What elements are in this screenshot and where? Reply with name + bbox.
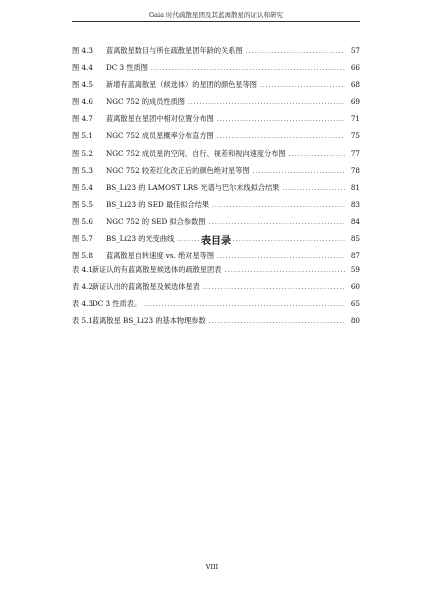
table-entry[interactable] — [72, 265, 360, 282]
figure-entry[interactable] — [72, 46, 360, 63]
figure-entry-page: 81 — [350, 182, 360, 192]
table-entry-title: 新证认出的蓝离散星及候选体星表 — [92, 282, 200, 292]
table-list — [72, 265, 360, 333]
figure-entry-title: 蓝离散星自转速度 vs. 绝对星等图 — [106, 251, 215, 261]
table-entry[interactable] — [72, 282, 360, 299]
figure-entry-page: 83 — [350, 199, 360, 209]
figure-entry-label: 图 5.3 — [72, 165, 93, 175]
figure-entry-title: 蓝离散星数目与所在疏散星团年龄的关系图 — [106, 46, 243, 55]
figure-entry-page: 84 — [350, 216, 360, 226]
figure-entry-label: 图 5.8 — [72, 251, 93, 261]
tables-heading: 表目录 — [201, 236, 231, 247]
page-number: VIII — [205, 563, 219, 571]
figure-entry-title: DC 3 性质图 — [106, 63, 148, 73]
table-entry[interactable] — [72, 299, 360, 316]
figure-entry-page: 69 — [350, 97, 360, 107]
figure-entry[interactable] — [72, 63, 360, 80]
figure-entry-label: 图 4.7 — [72, 114, 93, 124]
header-rule — [72, 21, 360, 22]
table-entry-page: 65 — [350, 299, 360, 309]
dot-leader — [260, 82, 345, 89]
figure-entry-title: 蓝离散星在星团中相对位置分布图 — [106, 114, 214, 124]
table-entry-label: 表 4.3 — [72, 299, 93, 309]
figure-entry[interactable] — [72, 149, 360, 166]
figure-entry-label: 图 5.2 — [72, 148, 93, 158]
figure-entry-title: NGC 752 的成员性质图 — [106, 97, 185, 107]
dot-leader — [246, 48, 345, 55]
table-entry-label: 表 4.2 — [72, 282, 93, 292]
dot-leader — [289, 151, 345, 158]
table-entry-title: 蓝离散星 BS_Li23 的基本物理参数 — [92, 316, 206, 326]
table-entry[interactable] — [72, 316, 360, 333]
figure-entry-page: 66 — [350, 63, 360, 73]
figure-entry-title: BS_Li23 的 SED 最佳拟合结果 — [106, 199, 210, 209]
table-entry-title: DC 3 性质表。 — [92, 299, 142, 309]
dot-leader — [282, 185, 345, 192]
figure-entry-title: NGC 752 的 SED 拟合参数图 — [106, 216, 206, 226]
figure-entry-label: 图 4.5 — [72, 80, 93, 90]
table-entry-label: 表 4.1 — [72, 265, 93, 274]
figure-entry-page: 87 — [350, 251, 360, 261]
dot-leader — [224, 267, 345, 274]
figure-entry-page: 75 — [350, 131, 360, 141]
figure-entry-title: 新增有蓝离散星（候选体）的星团的颜色星等图 — [106, 80, 257, 90]
figure-entry[interactable] — [72, 97, 360, 114]
figure-entry[interactable] — [72, 80, 360, 97]
figure-entry-page: 57 — [350, 46, 360, 55]
dot-leader — [151, 65, 345, 72]
dot-leader — [144, 301, 345, 308]
figure-entry-label: 图 5.4 — [72, 182, 93, 192]
table-entry-page: 80 — [350, 316, 360, 326]
figure-entry-page: 68 — [350, 80, 360, 90]
table-entry-title: 新证认的有蓝离散星候选体的疏散星团表 — [92, 265, 222, 274]
figure-entry-label: 图 4.6 — [72, 97, 93, 107]
figure-entry-label: 图 4.4 — [72, 63, 93, 73]
figure-entry[interactable] — [72, 131, 360, 148]
table-entry-label: 表 5.1 — [72, 316, 93, 326]
table-entry-page: 60 — [350, 282, 360, 292]
running-header: Gaia 时代疏散星团及其蓝离散星的证认和研究 — [148, 11, 284, 19]
dot-leader — [208, 219, 345, 226]
dot-leader — [217, 116, 345, 123]
figure-entry-page: 71 — [350, 114, 360, 124]
figure-entry-title: NGC 752 成员星概率分布直方图 — [106, 131, 214, 141]
figure-entry[interactable] — [72, 200, 360, 217]
dot-leader — [209, 318, 345, 325]
figure-entry-page: 85 — [350, 234, 360, 244]
table-entry-page: 59 — [350, 265, 360, 274]
figure-entry-label: 图 5.1 — [72, 131, 93, 141]
figure-entry[interactable] — [72, 166, 360, 183]
dot-leader — [203, 284, 345, 291]
figure-entry-page: 78 — [350, 165, 360, 175]
figure-entry-label: 图 4.3 — [72, 46, 93, 55]
figure-entry-page: 77 — [350, 148, 360, 158]
figure-entry-label: 图 5.5 — [72, 199, 93, 209]
dot-leader — [217, 253, 345, 260]
dot-leader — [253, 168, 345, 175]
dot-leader — [212, 202, 345, 209]
figure-entry[interactable] — [72, 183, 360, 200]
figure-entry-label: 图 5.7 — [72, 234, 93, 244]
figure-entry-title: NGC 752 较差红化改正后的颜色绝对星等图 — [106, 165, 250, 175]
figure-entry-title: BS_Li23 的 LAMOST LRS 光谱与巴尔末线拟合结果 — [106, 182, 280, 192]
figure-entry-title: NGC 752 成员星的空间、自行、视差和视向速度分布图 — [106, 148, 286, 158]
figure-entry-title: BS_Li23 的光变曲线 — [106, 234, 175, 244]
dot-leader — [217, 133, 345, 140]
figure-entry[interactable] — [72, 114, 360, 131]
dot-leader — [188, 99, 345, 106]
figure-entry-label: 图 5.6 — [72, 216, 93, 226]
